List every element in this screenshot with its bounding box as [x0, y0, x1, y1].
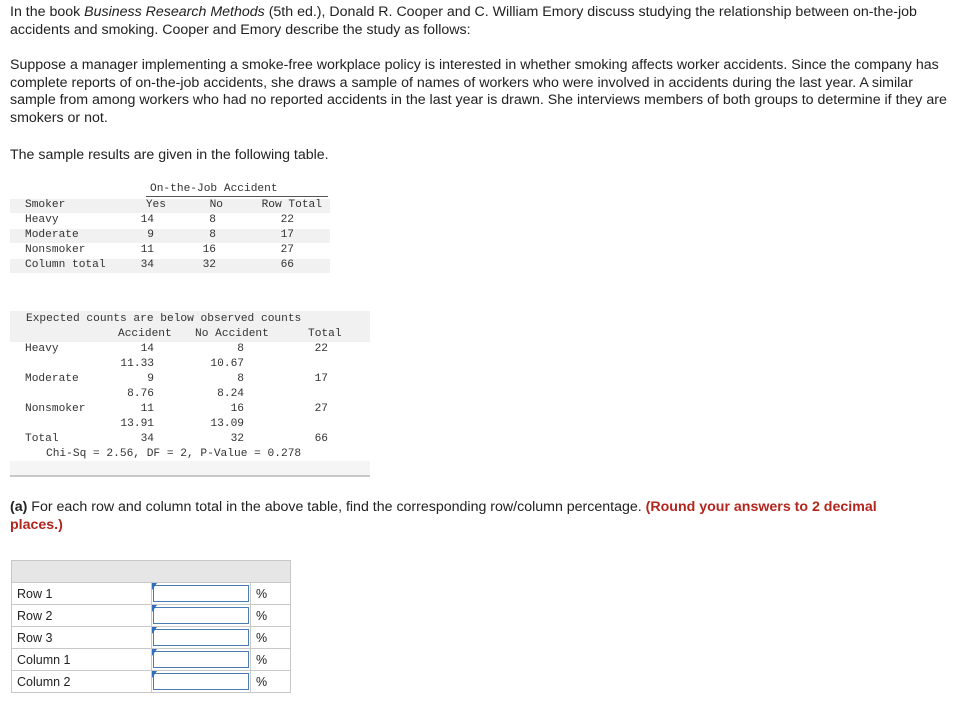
- expected-cell: 13.91: [120, 418, 154, 430]
- cell-total: 17: [280, 229, 294, 241]
- cell-yes: 9: [147, 229, 154, 241]
- cell-yes: 34: [140, 259, 154, 271]
- row-label: Nonsmoker: [25, 403, 86, 415]
- observed-title: On-the-Job Accident: [150, 183, 278, 195]
- row-label: Heavy: [25, 343, 59, 355]
- round-note: (Round your answers to 2 decimal places.): [10, 499, 877, 533]
- header-cell: [251, 561, 291, 583]
- cell-no: 16: [202, 244, 216, 256]
- observed-cell: 8: [237, 373, 244, 385]
- scenario-paragraph: Suppose a manager implementing a smoke-free workplace policy is interested in whether smoking affects worker accidents. Since the company has complete reports of on-the-job accidents, she draws a sample of names of workers who were involved in accidents during the last year. A similar sample from among workers who had no reported accidents in the last year is drawn. She interviews members of both groups to determine if they are smokers or not.: [10, 57, 947, 126]
- expected-footer-band: [10, 461, 370, 477]
- row-1-input[interactable]: [153, 585, 249, 602]
- header-no: No: [209, 199, 223, 211]
- observed-cell: 14: [140, 343, 154, 355]
- cell-yes: 11: [140, 244, 154, 256]
- observed-cell: 8: [237, 343, 244, 355]
- chi-square-result: Chi-Sq = 2.56, DF = 2, P-Value = 0.278: [46, 448, 302, 460]
- answer-row: [12, 605, 291, 627]
- cell-yes: 14: [140, 214, 154, 226]
- answer-input-cell: [152, 649, 251, 671]
- observed-cell: 16: [230, 403, 244, 415]
- row-2-input[interactable]: [153, 607, 249, 624]
- flag-icon: [152, 605, 157, 612]
- answer-input-cell: [152, 605, 251, 627]
- flag-icon: [152, 583, 157, 590]
- observed-header-row: [10, 199, 330, 213]
- row-label: Column total: [25, 259, 106, 271]
- total-cell: 34: [140, 433, 154, 445]
- answer-label: Row 1: [12, 583, 152, 605]
- answer-row: [12, 583, 291, 605]
- column-1-input[interactable]: [153, 651, 249, 668]
- header-row-total: Row Total: [261, 199, 322, 211]
- total-cell: 32: [230, 433, 244, 445]
- intro-paragraph: [10, 4, 950, 39]
- answer-table: [11, 560, 291, 693]
- observed-total: 22: [314, 343, 328, 355]
- answer-row: [12, 671, 291, 693]
- expected-cell: 13.09: [210, 418, 244, 430]
- percent-unit: %: [251, 649, 291, 671]
- intro-text-1: In the book: [10, 4, 85, 20]
- intro-text-2: (5th ed.), Donald R. Cooper and C. William Emory discuss studying the relationship between on-the-job accidents and smoking. Cooper and Emory describe the study as follows:: [10, 4, 917, 38]
- total-label: Total: [25, 433, 59, 445]
- row-label: Nonsmoker: [25, 244, 86, 256]
- answer-label: Column 2: [12, 671, 152, 693]
- flag-icon: [152, 671, 157, 678]
- header-no-accident: No Accident: [195, 328, 269, 340]
- observed-total: 17: [314, 373, 328, 385]
- answer-input-cell: [152, 671, 251, 693]
- expected-cell: 8.76: [127, 388, 154, 400]
- cell-total: 22: [280, 214, 294, 226]
- cell-total: 27: [280, 244, 294, 256]
- table-intro: The sample results are given in the following table.: [10, 147, 329, 163]
- percent-unit: %: [251, 627, 291, 649]
- row-3-input[interactable]: [153, 629, 249, 646]
- cell-no: 32: [202, 259, 216, 271]
- table-row: [10, 244, 330, 258]
- expected-cell: 10.67: [210, 358, 244, 370]
- cell-total: 66: [280, 259, 294, 271]
- percent-unit: %: [251, 605, 291, 627]
- answer-input-cell: [152, 583, 251, 605]
- row-label: Moderate: [25, 229, 79, 241]
- answer-header-row: [12, 561, 291, 583]
- header-yes: Yes: [145, 199, 166, 211]
- total-cell: 66: [314, 433, 328, 445]
- header-smoker: Smoker: [25, 199, 66, 211]
- observed-table: [10, 183, 330, 275]
- observed-cell: 11: [140, 403, 154, 415]
- header-cell: [152, 561, 251, 583]
- percent-unit: %: [251, 583, 291, 605]
- expected-title: Expected counts are below observed counts: [26, 313, 302, 325]
- answer-label: Row 2: [12, 605, 152, 627]
- answer-row: [12, 627, 291, 649]
- book-title: Business Research Methods: [84, 4, 265, 20]
- question-text: [10, 498, 930, 534]
- cell-no: 8: [209, 229, 216, 241]
- answer-row: [12, 649, 291, 671]
- flag-icon: [152, 627, 157, 634]
- expected-table: [10, 311, 370, 475]
- percent-unit: %: [251, 671, 291, 693]
- answer-input-cell: [152, 627, 251, 649]
- answer-label: Row 3: [12, 627, 152, 649]
- header-total: Total: [308, 328, 342, 340]
- cell-no: 8: [209, 214, 216, 226]
- expected-cell: 11.33: [120, 358, 154, 370]
- header-accident: Accident: [118, 328, 172, 340]
- answer-label: Column 1: [12, 649, 152, 671]
- table-row: [10, 259, 330, 273]
- row-label: Heavy: [25, 214, 59, 226]
- header-cell: [12, 561, 152, 583]
- part-label: (a): [10, 499, 28, 515]
- question-body: For each row and column total in the above table, find the corresponding row/column percentage.: [27, 499, 646, 515]
- observed-cell: 9: [147, 373, 154, 385]
- expected-cell: 8.24: [217, 388, 244, 400]
- flag-icon: [152, 649, 157, 656]
- table-row: [10, 229, 330, 243]
- table-row: [10, 214, 330, 228]
- title-underline: [146, 196, 328, 197]
- row-label: Moderate: [25, 373, 79, 385]
- observed-total: 27: [314, 403, 328, 415]
- column-2-input[interactable]: [153, 673, 249, 690]
